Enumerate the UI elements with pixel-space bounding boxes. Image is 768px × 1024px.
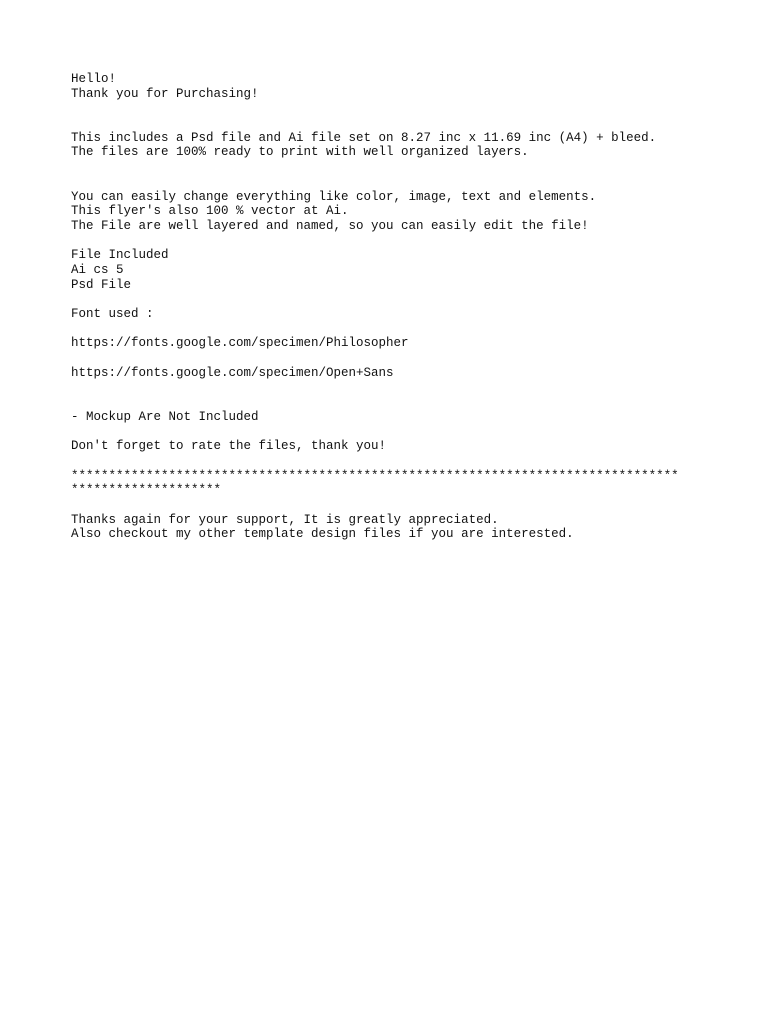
text-line: - Mockup Are Not Included: [71, 409, 259, 424]
blank-line: [71, 175, 751, 190]
text-line: The File are well layered and named, so you can easily edit the file!: [71, 218, 589, 233]
blank-line: [71, 351, 751, 366]
text-line: This flyer's also 100 % vector at Ai.: [71, 204, 349, 219]
text-line: Also checkout my other template design files if you are interested.: [71, 527, 574, 542]
blank-line: [71, 498, 751, 513]
blank-line: [71, 292, 751, 307]
text-line: The files are 100% ready to print with well organized layers.: [71, 145, 529, 160]
text-line: Don't forget to rate the files, thank you!: [71, 439, 387, 454]
blank-line: [71, 160, 751, 175]
text-line: Ai cs 5: [71, 262, 124, 277]
separator-line: *********************************************************************************: [71, 468, 679, 483]
blank-line: [71, 454, 751, 469]
blank-line: [71, 116, 751, 131]
text-line: Psd File: [71, 277, 132, 292]
document-body: [71, 72, 751, 542]
text-line: You can easily change everything like color, image, text and elements.: [71, 189, 597, 204]
text-line: Thanks again for your support, It is greatly appreciated.: [71, 512, 499, 527]
blank-line: [71, 425, 751, 440]
blank-line: [71, 234, 751, 249]
blank-line: [71, 380, 751, 395]
blank-line: [71, 101, 751, 116]
font-url: https://fonts.google.com/specimen/Philosopher: [71, 336, 409, 351]
separator-line: ********************: [71, 483, 222, 498]
section-heading: Font used :: [71, 307, 154, 321]
section-heading: File Included: [71, 248, 169, 263]
text-line: Hello!: [71, 72, 117, 86]
text-line: Thank you for Purchasing!: [71, 86, 259, 101]
blank-line: [71, 395, 751, 410]
font-url: https://fonts.google.com/specimen/Open+Sans: [71, 365, 394, 380]
text-line: This includes a Psd file and Ai file set on 8.27 inc x 11.69 inc (A4) + bleed.: [71, 130, 657, 145]
blank-line: [71, 322, 751, 337]
